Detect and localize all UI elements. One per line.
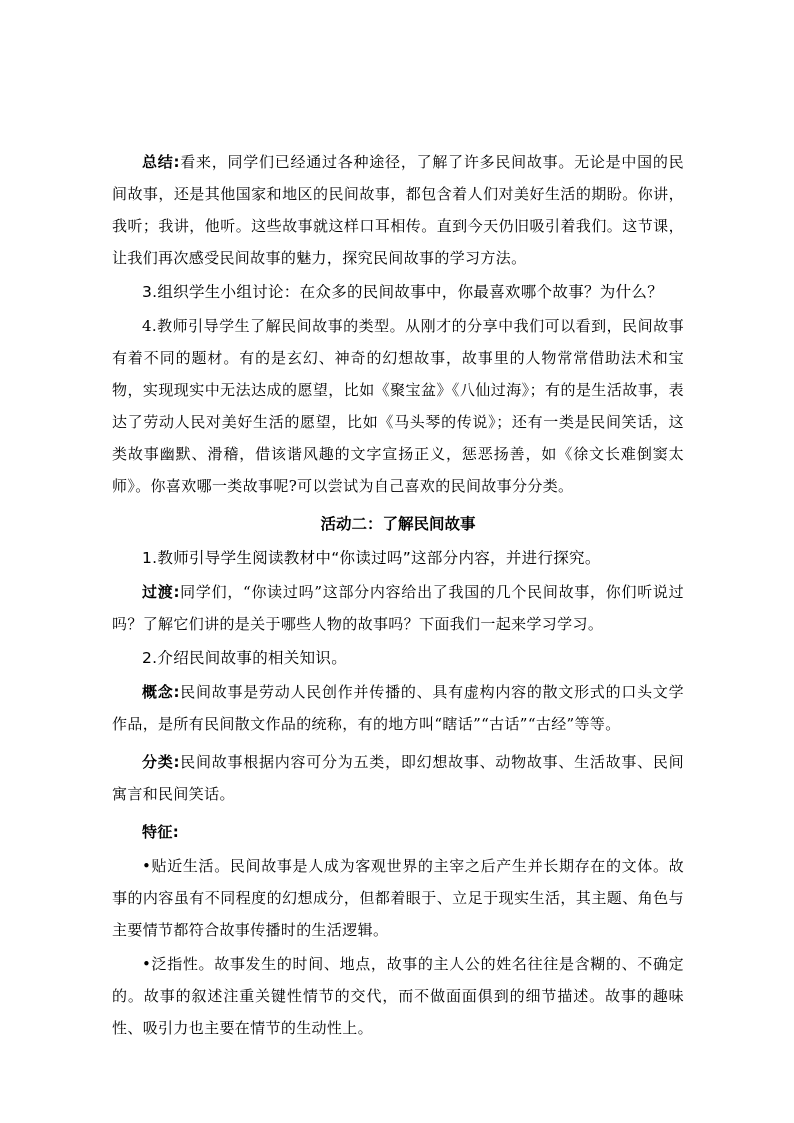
concept-paragraph [112,676,684,740]
summary-label: 总结: [142,153,180,171]
transition-label: 过渡: [142,583,180,601]
feature-label: 特征: [142,823,180,841]
category-label: 分类: [142,753,180,771]
category-text: 民间故事根据内容可分为五类，即幻想故事、动物故事、生活故事、民间寓言和民间笑话。 [112,753,684,803]
step-4-paragraph: 4.教师引导学生了解民间故事的类型。从刚才的分享中我们可以看到，民间故事有着不同的题材。有的是玄幻、神奇的幻想故事，故事里的人物常常借助法术和宝物，实现现实中无法达成的愿望，比如《聚宝盆》《八仙过海》；有的是生活故事，表达了劳动人民对美好生活的愿望，比如《马头琴的传说》；还有一类是民间笑话，这类故事幽默、滑稽，借该谐风趣的文字宣扬正义，惩恶扬善，如《徐文长难倒窦太师》。你喜欢哪一类故事呢?可以尝试为自己喜欢的民间故事分分类。 [112,317,684,495]
feature-2-paragraph: •泛指性。故事发生的时间、地点，故事的主人公的姓名往往是含糊的、不确定的。故事的叙述注重关键性情节的交代，而不做面面俱到的细节描述。故事的趣味性、吸引力也主要在情节的生动性上。 [112,955,684,1037]
document-page [112,146,684,1044]
concept-text: 民间故事是劳动人民创作并传播的、具有虚构内容的散文形式的口头文学作品，是所有民间散文作品的统称，有的地方叫“瞎话”“古话”“古经”等等。 [112,683,684,733]
feature-heading [112,816,684,848]
summary-text: 看来，同学们已经通过各种途径，了解了许多民间故事。无论是中国的民间故事，还是其他国家和地区的民间故事，都包含着人们对美好生活的期盼。你讲，我听；我讲，他听。这些故事就这样口耳相传。直到今天仍旧吸引着我们。这节课，让我们再次感受民间故事的魅力，探究民间故事的学习方法。 [112,153,684,267]
activity-2-step-1: 1.教师引导学生阅读教材中“你读过吗”这部分内容，并进行探究。 [142,549,601,567]
concept-label: 概念: [142,683,180,701]
category-paragraph [112,746,684,810]
activity-2-step-2: 2.介绍民间故事的相关知识。 [142,649,347,667]
transition-text: 同学们，“你读过吗”这部分内容给出了我国的几个民间故事，你们听说过吗？了解它们讲的是关于哪些人物的故事吗？下面我们一起来学习学习。 [112,583,684,633]
summary-paragraph [112,146,684,274]
activity-2-heading: 活动二：了解民间故事 [320,515,476,533]
feature-1-paragraph: •贴近生活。民间故事是人成为客观世界的主宰之后产生并长期存在的文体。故事的内容虽有不同程度的幻想成分，但都着眼于、立足于现实生活，其主题、角色与主要情节都符合故事传播时的生活逻辑。 [112,857,684,939]
step-3-paragraph: 3.组织学生小组讨论：在众多的民间故事中，你最喜欢哪个故事？为什么？ [142,283,663,301]
transition-paragraph [112,576,684,640]
